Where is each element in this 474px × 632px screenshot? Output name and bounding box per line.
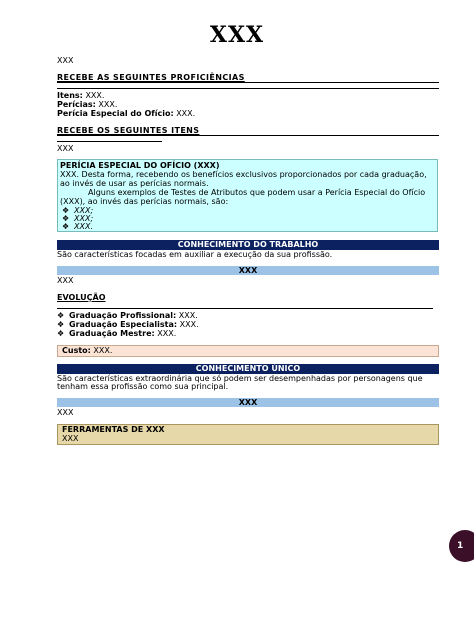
page-number-badge[interactable]: 1 <box>449 530 474 562</box>
page-title: XXX <box>209 22 265 48</box>
ferramentas-value: XXX <box>62 434 79 443</box>
proficiencias-heading: RECEBE AS SEGUINTES PROFICIÊNCIAS <box>57 73 245 82</box>
bullet-icon: ❖ <box>57 329 65 338</box>
pericia-box-line3: Alguns exemplos de Testes de Atributos que podem usar a Perícia Especial do Ofício <box>88 188 426 197</box>
ferramentas-heading: FERRAMENTAS DE XXX <box>62 425 165 434</box>
list-item: ❖ XXX; <box>62 206 94 215</box>
divider <box>57 135 439 136</box>
list-item: ❖ Graduação Mestre: XXX. <box>57 329 177 338</box>
oficio-value: XXX. <box>176 109 196 118</box>
custo-label: Custo: <box>62 346 91 355</box>
list-item: ❖ XXX; <box>62 214 94 223</box>
list-item: ❖ Graduação Profissional: XXX. <box>57 311 198 320</box>
custo-value: XXX. <box>93 346 113 355</box>
oficio-line <box>57 109 195 118</box>
pericia-box-heading: PERÍCIA ESPECIAL DO OFÍCIO (XXX) <box>60 161 220 170</box>
bullet-icon: ❖ <box>62 214 70 223</box>
conhecimento-trabalho-header: CONHECIMENTO DO TRABALHO <box>57 240 439 250</box>
pericias-line <box>57 100 117 109</box>
itens-label: Itens: <box>57 91 83 100</box>
list-item: ❖ Graduação Especialista: XXX. <box>57 320 199 329</box>
oficio-label: Perícia Especial do Ofício: <box>57 109 174 118</box>
divider <box>57 82 439 83</box>
pericias-value: XXX. <box>98 100 118 109</box>
bullet-icon: ❖ <box>62 222 70 231</box>
itens-value: XXX. <box>85 91 105 100</box>
conhecimento-unico-text1: São características extraordinária que só podem ser desempenhadas por personagens que <box>57 374 423 383</box>
divider <box>57 88 439 89</box>
conhecimento-trabalho-bar: XXX <box>57 266 439 275</box>
pericia-box-line1: XXX. Desta forma, recebendo os benefícios exclusivos proporcionados por cada graduação, <box>60 170 427 179</box>
custo-box <box>57 345 439 357</box>
divider <box>57 308 433 309</box>
evolucao-heading: EVOLUÇÃO <box>57 293 106 302</box>
pericia-box-line4: (XXX), ao invés das perícias normais, são: <box>60 197 229 206</box>
itens-heading: RECEBE OS SEGUINTES ITENS <box>57 126 200 135</box>
list-item: ❖ XXX. <box>62 222 93 231</box>
bullet-icon: ❖ <box>57 320 65 329</box>
itens-value: XXX <box>57 144 74 153</box>
conhecimento-unico-value: XXX <box>57 408 74 417</box>
conhecimento-trabalho-value: XXX <box>57 276 74 285</box>
pericias-label: Perícias: <box>57 100 96 109</box>
bullet-icon: ❖ <box>62 206 70 215</box>
conhecimento-unico-text2: tenham essa profissão como sua principal. <box>57 382 229 391</box>
bullet-icon: ❖ <box>57 311 65 320</box>
conhecimento-unico-header: CONHECIMENTO ÚNICO <box>57 364 439 374</box>
ferramentas-box <box>57 424 439 445</box>
divider <box>57 141 162 142</box>
itens-line <box>57 91 104 100</box>
conhecimento-unico-bar: XXX <box>57 398 439 407</box>
intro-text: XXX <box>57 56 74 65</box>
conhecimento-trabalho-text: São características focadas em auxiliar a execução da sua profissão. <box>57 250 333 259</box>
pericia-box-line2: ao invés de usar as perícias normais. <box>60 179 209 188</box>
